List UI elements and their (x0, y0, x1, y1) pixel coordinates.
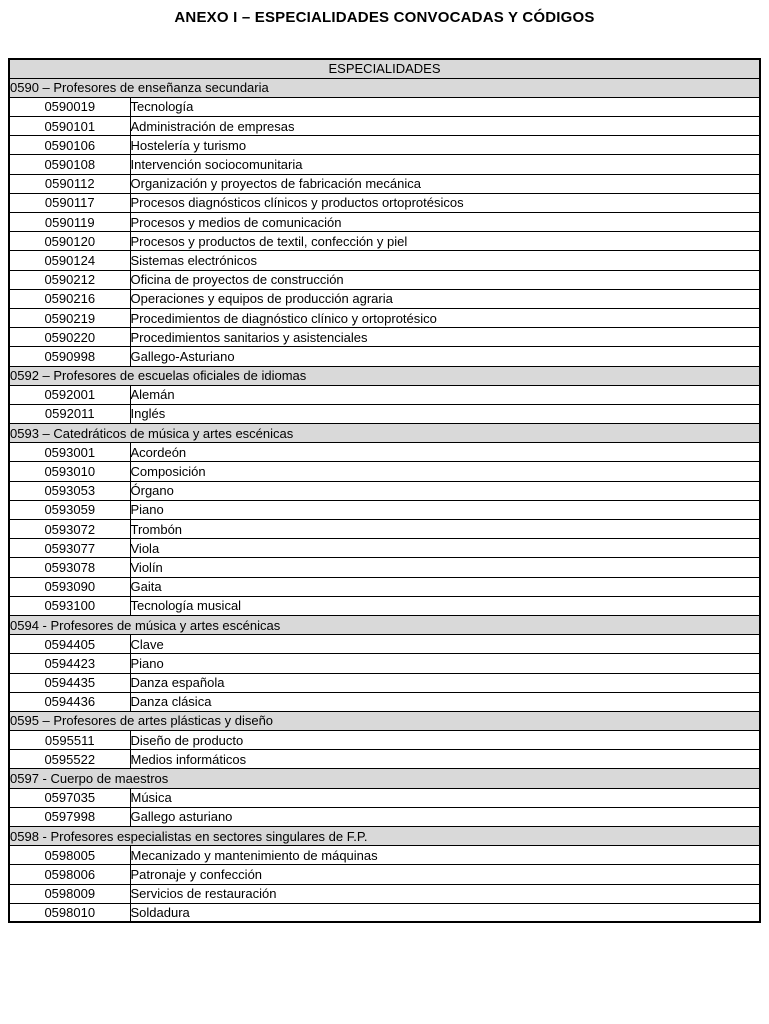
specialty-name: Operaciones y equipos de producción agraria (130, 289, 760, 308)
specialty-name: Órgano (130, 481, 760, 500)
page-title: ANEXO I – ESPECIALIDADES CONVOCADAS Y CÓDIGOS (174, 9, 595, 26)
especialidades-table (8, 58, 761, 923)
table-row (9, 270, 760, 289)
table-row (9, 520, 760, 539)
table-row (9, 289, 760, 308)
specialty-code: 0590106 (9, 136, 130, 155)
section-label: 0597 - Cuerpo de maestros (9, 769, 760, 788)
table-row (9, 385, 760, 404)
specialty-name: Sistemas electrónicos (130, 251, 760, 270)
specialty-code: 0595511 (9, 731, 130, 750)
section-label: 0590 – Profesores de enseñanza secundaria (9, 78, 760, 97)
table-row (9, 347, 760, 366)
specialty-code: 0593100 (9, 596, 130, 615)
section-row (9, 615, 760, 634)
specialty-code: 0593090 (9, 577, 130, 596)
table-row (9, 846, 760, 865)
specialty-code: 0594405 (9, 635, 130, 654)
specialty-name: Hostelería y turismo (130, 136, 760, 155)
specialty-name: Tecnología musical (130, 596, 760, 615)
table-row (9, 577, 760, 596)
specialty-code: 0593059 (9, 500, 130, 519)
specialty-name: Mecanizado y mantenimiento de máquinas (130, 846, 760, 865)
table-row (9, 97, 760, 116)
table-row (9, 443, 760, 462)
table-row (9, 251, 760, 270)
table-row (9, 193, 760, 212)
specialty-name: Intervención sociocomunitaria (130, 155, 760, 174)
specialty-code: 0594435 (9, 673, 130, 692)
specialty-name: Inglés (130, 404, 760, 423)
section-row (9, 769, 760, 788)
table-row (9, 788, 760, 807)
table-row (9, 404, 760, 423)
table-row (9, 308, 760, 327)
table-row (9, 731, 760, 750)
table-row (9, 692, 760, 711)
specialty-name: Tecnología (130, 97, 760, 116)
specialty-code: 0590120 (9, 232, 130, 251)
specialty-name: Danza clásica (130, 692, 760, 711)
section-row (9, 78, 760, 97)
table-row (9, 654, 760, 673)
specialty-code: 0590219 (9, 308, 130, 327)
table-row (9, 596, 760, 615)
specialty-code: 0597998 (9, 807, 130, 826)
specialty-code: 0590220 (9, 328, 130, 347)
specialty-code: 0598010 (9, 903, 130, 922)
specialty-code: 0593010 (9, 462, 130, 481)
section-label: 0593 – Catedráticos de música y artes escénicas (9, 424, 760, 443)
table-row (9, 635, 760, 654)
section-label: 0598 - Profesores especialistas en sectores singulares de F.P. (9, 827, 760, 846)
specialty-code: 0598005 (9, 846, 130, 865)
table-row (9, 673, 760, 692)
table-row (9, 558, 760, 577)
specialty-code: 0590101 (9, 117, 130, 136)
table-row (9, 884, 760, 903)
specialty-code: 0594423 (9, 654, 130, 673)
specialty-code: 0590119 (9, 213, 130, 232)
section-row (9, 827, 760, 846)
section-label: 0595 – Profesores de artes plásticas y diseño (9, 711, 760, 730)
section-row (9, 366, 760, 385)
table-row (9, 136, 760, 155)
specialty-code: 0593077 (9, 539, 130, 558)
table-row (9, 903, 760, 922)
section-label: 0592 – Profesores de escuelas oficiales de idiomas (9, 366, 760, 385)
specialty-name: Procedimientos de diagnóstico clínico y ortoprotésico (130, 308, 760, 327)
table-row (9, 213, 760, 232)
specialty-name: Medios informáticos (130, 750, 760, 769)
table-row (9, 807, 760, 826)
specialty-name: Clave (130, 635, 760, 654)
specialty-code: 0590998 (9, 347, 130, 366)
specialty-name: Procedimientos sanitarios y asistenciales (130, 328, 760, 347)
specialty-code: 0598006 (9, 865, 130, 884)
specialty-name: Organización y proyectos de fabricación mecánica (130, 174, 760, 193)
specialty-code: 0597035 (9, 788, 130, 807)
specialty-name: Procesos y medios de comunicación (130, 213, 760, 232)
specialty-code: 0590117 (9, 193, 130, 212)
specialty-name: Procesos diagnósticos clínicos y productos ortoprotésicos (130, 193, 760, 212)
specialty-name: Danza española (130, 673, 760, 692)
specialty-name: Gallego asturiano (130, 807, 760, 826)
specialty-name: Alemán (130, 385, 760, 404)
specialty-name: Piano (130, 654, 760, 673)
table-row (9, 481, 760, 500)
specialty-name: Violín (130, 558, 760, 577)
table-row (9, 174, 760, 193)
specialty-code: 0592001 (9, 385, 130, 404)
table-row (9, 500, 760, 519)
specialty-name: Soldadura (130, 903, 760, 922)
specialty-code: 0594436 (9, 692, 130, 711)
specialty-code: 0590112 (9, 174, 130, 193)
section-label: 0594 - Profesores de música y artes escénicas (9, 615, 760, 634)
specialty-code: 0593078 (9, 558, 130, 577)
specialty-code: 0595522 (9, 750, 130, 769)
table-row (9, 865, 760, 884)
table-row (9, 155, 760, 174)
specialty-name: Patronaje y confección (130, 865, 760, 884)
specialty-name: Gaita (130, 577, 760, 596)
specialty-code: 0593072 (9, 520, 130, 539)
specialty-code: 0593053 (9, 481, 130, 500)
specialty-name: Diseño de producto (130, 731, 760, 750)
table-row (9, 232, 760, 251)
specialty-code: 0590216 (9, 289, 130, 308)
table-header-row (9, 59, 760, 78)
section-row (9, 711, 760, 730)
specialty-name: Trombón (130, 520, 760, 539)
specialty-name: Composición (130, 462, 760, 481)
specialty-name: Procesos y productos de textil, confección y piel (130, 232, 760, 251)
table-row (9, 750, 760, 769)
table-row (9, 117, 760, 136)
table-header: ESPECIALIDADES (9, 59, 760, 78)
specialty-name: Piano (130, 500, 760, 519)
specialty-code: 0590212 (9, 270, 130, 289)
section-row (9, 424, 760, 443)
specialty-code: 0590124 (9, 251, 130, 270)
specialty-code: 0592011 (9, 404, 130, 423)
specialty-name: Oficina de proyectos de construcción (130, 270, 760, 289)
specialty-name: Acordeón (130, 443, 760, 462)
specialty-code: 0598009 (9, 884, 130, 903)
specialty-code: 0593001 (9, 443, 130, 462)
specialty-code: 0590019 (9, 97, 130, 116)
table-row (9, 328, 760, 347)
specialty-name: Administración de empresas (130, 117, 760, 136)
specialty-code: 0590108 (9, 155, 130, 174)
specialty-name: Música (130, 788, 760, 807)
table-row (9, 462, 760, 481)
specialty-name: Servicios de restauración (130, 884, 760, 903)
table-row (9, 539, 760, 558)
specialty-name: Gallego-Asturiano (130, 347, 760, 366)
specialty-name: Viola (130, 539, 760, 558)
